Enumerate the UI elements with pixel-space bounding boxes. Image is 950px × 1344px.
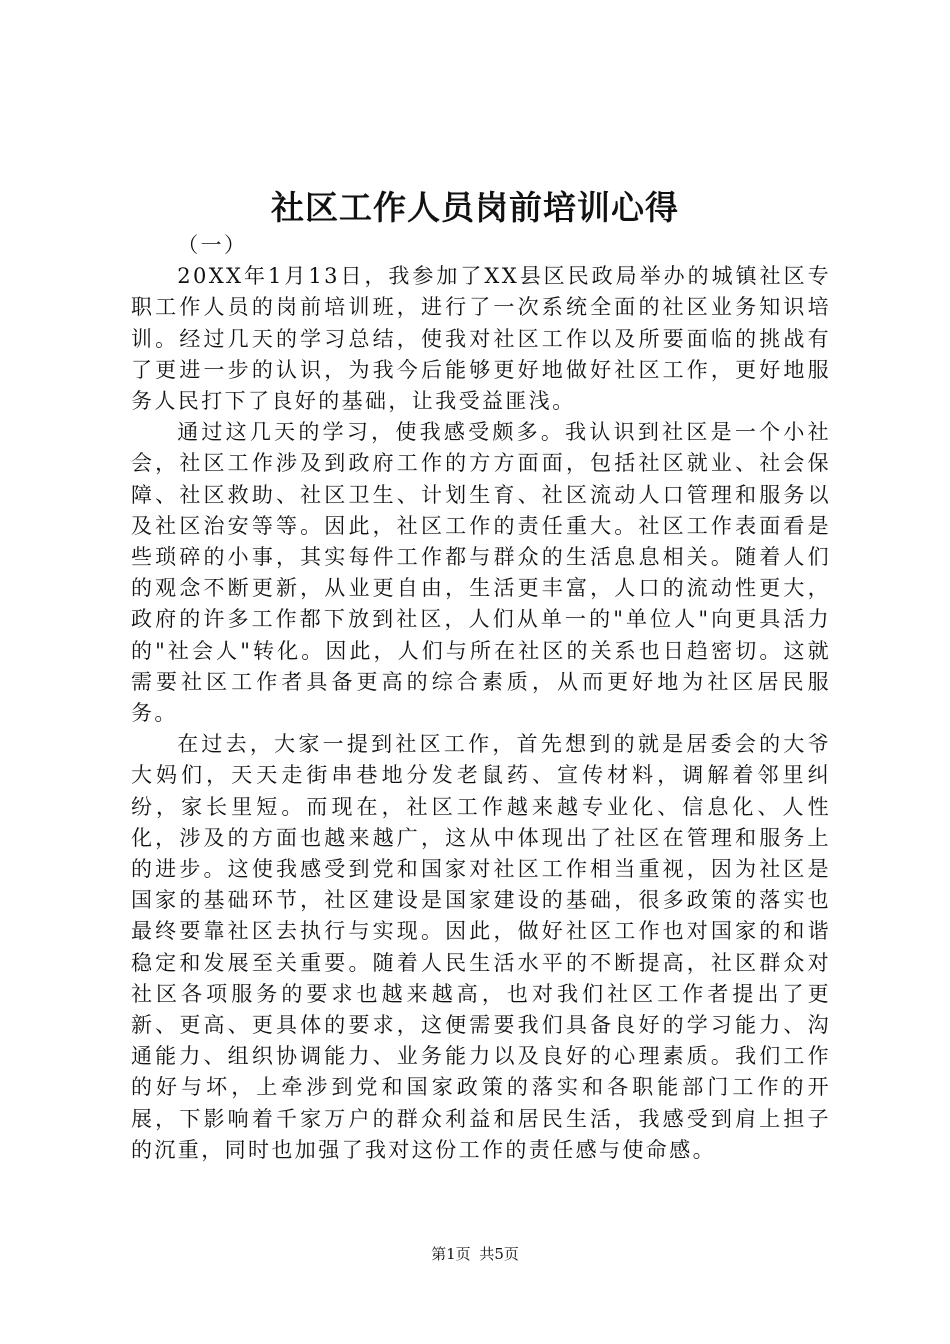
page-number-current: 第1页 bbox=[431, 1245, 471, 1263]
section-label: （一） bbox=[177, 233, 248, 257]
page-number-total: 共5页 bbox=[479, 1245, 519, 1263]
page-footer bbox=[0, 1244, 950, 1264]
paragraph-2: 通过这几天的学习，使我感受颇多。我认识到社区是一个小社会，社区工作涉及到政府工作的方方面面，包括社区就业、社会保障、社区救助、社区卫生、计划生育、社区流动人口管理和服务以及社区治安等等。因此，社区工作的责任重大。社区工作表面看是些琐碎的小事，其实每件工作都与群众的生活息息相关。随着人们的观念不断更新，从业更自由，生活更丰富，人口的流动性更大，政府的许多工作都下放到社区，人们从单一的"单位人"向更具活力的"社会人"转化。因此，人们与所在社区的关系也日趋密切。这就需要社区工作者具备更高的综合素质，从而更好地为社区居民服务。 bbox=[131, 420, 831, 726]
document-body bbox=[131, 230, 831, 1166]
document-title: 社区工作人员岗前培训心得 bbox=[271, 188, 679, 227]
paragraph-3: 在过去，大家一提到社区工作，首先想到的就是居委会的大爷大妈们，天天走街串巷地分发老鼠药、宣传材料，调解着邻里纠纷，家长里短。而现在，社区工作越来越专业化、信息化、人性化，涉及的方面也越来越广，这从中体现出了社区在管理和服务上的进步。这使我感受到党和国家对社区工作相当重视，因为社区是国家的基础环节，社区建设是国家建设的基础，很多政策的落实也最终要靠社区去执行与实现。因此，做好社区工作也对国家的和谐稳定和发展至关重要。随着人民生活水平的不断提高，社区群众对社区各项服务的要求也越来越高，也对我们社区工作者提出了更新、更高、更具体的要求，这便需要我们具备良好的学习能力、沟通能力、组织协调能力、业务能力以及良好的心理素质。我们工作的好与坏，上牵涉到党和国家政策的落实和各职能部门工作的开展，下影响着千家万户的群众利益和居民生活，我感受到肩上担子的沉重，同时也加强了我对这份工作的责任感与使命感。 bbox=[131, 732, 831, 1162]
paragraph-1: 20XX年1月13日，我参加了XX县区民政局举办的城镇社区专职工作人员的岗前培训班，进行了一次系统全面的社区业务知识培训。经过几天的学习总结，使我对社区工作以及所要面临的挑战有了更进一步的认识，为我今后能够更好地做好社区工作，更好地服务人民打下了良好的基础，让我受益匪浅。 bbox=[131, 264, 831, 414]
